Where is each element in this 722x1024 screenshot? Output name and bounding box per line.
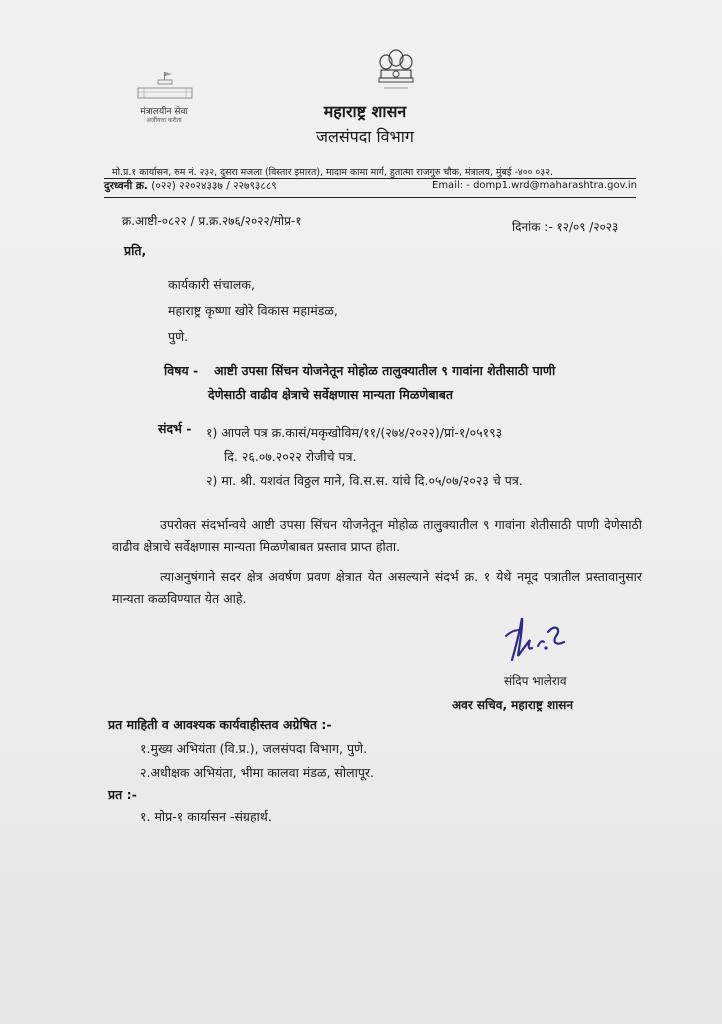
reference-number: क्र.आष्टी-०८२२ / प्र.क्र.२७६/२०२२/मोप्र-१ (122, 214, 302, 228)
subject-line: देणेसाठी वाढीव क्षेत्राचे सर्वेक्षणास मान्यता मिळणेबाबत (208, 387, 454, 402)
phone-value: (०२२) २२०२४३३७ / २२७९३८८९ (151, 180, 277, 192)
paragraph-text: उपरोक्त संदर्भान्वये आष्टी उपसा सिंचन योजनेतून मोहोळ तालुक्यातील ९ गावांना शेतीसाठी पाणी देणेसाठी वाढीव क्षेत्राचे सर्वेक्षणास मान्यता मिळणेबाबत प्रस्ताव प्राप्त होता. (112, 517, 642, 554)
email-line: Email: - domp1.wrd@maharashtra.gov.in (432, 180, 637, 191)
subject-line: आष्टी उपसा सिंचन योजनेतून मोहोळ तालुक्यातील ९ गावांना शेतीसाठी पाणी (214, 363, 556, 378)
reference-label: संदर्भ - (158, 421, 192, 436)
header-divider-bottom (104, 197, 636, 198)
body-paragraph (112, 566, 642, 610)
reference-line: दि. २६.०७.२०२२ रोजीचे पत्र. (224, 449, 357, 464)
letter-date: दिनांक :- १२/०९ /२०२३ (512, 220, 619, 234)
mantralaya-seva-logo (124, 70, 204, 130)
reference-line: २) मा. श्री. यशवंत विठ्ठल माने, वि.स.स. यांचे दि.०५/०७/२०२३ चे पत्र. (206, 473, 523, 488)
national-emblem-icon (374, 48, 418, 94)
signatory-name: संदिप भालेराव (504, 674, 567, 688)
office-address: मो.प्र.१ कार्यासन, रुम नं. २३२, दुसरा मजला (विस्तार इमारत), मादाम कामा मार्ग, हुतात्मा राजगुरु चौक, मंत्रालय, मुंबई -४०० ०३२. (112, 167, 554, 178)
signature-icon (498, 612, 572, 668)
logo-subtitle: अर्जीयत्ता करीता (146, 117, 182, 124)
paragraph-text: त्याअनुषंगाने सदर क्षेत्र अवर्षण प्रवण क्षेत्रात येत असल्याने संदर्भ क्र. १ येथे नमूद पत्रातील प्रस्तावानुसार मान्यता कळविण्यात येत आहे. (112, 569, 642, 606)
government-title: महाराष्ट्र शासन (323, 102, 407, 121)
signatory-designation: अवर सचिव, महाराष्ट्र शासन (452, 698, 574, 712)
reference-line: १) आपले पत्र क्र.कासं/मकृखोविम/११/(२७४/२०२२)/प्रां-१/०५१९३ (206, 425, 503, 440)
body-paragraph (112, 514, 642, 558)
copy-label: प्रत :- (108, 787, 137, 802)
recipient-line: कार्यकारी संचालक, (168, 277, 255, 292)
building-icon (124, 70, 204, 104)
phone-line (104, 179, 277, 193)
recipient-line: महाराष्ट्र कृष्णा खोरे विकास महामंडळ, (168, 303, 338, 318)
phone-label: दुरध्वनी क्र. (104, 180, 148, 192)
copy-item: १.मुख्य अभियंता (वि.प्र.), जलसंपदा विभाग, पुणे. (140, 741, 368, 756)
to-label: प्रति, (124, 243, 147, 258)
recipient-line: पुणे. (168, 329, 189, 344)
subject-label: विषय - (164, 363, 199, 378)
department-title: जलसंपदा विभाग (316, 127, 414, 146)
logo-title: मंत्रालयीन सेवा (140, 107, 188, 117)
copy-item: २.अधीक्षक अभियंता, भीमा कालवा मंडळ, सोलापूर. (140, 765, 374, 780)
copy-forward-label: प्रत माहिती व आवश्यक कार्यवाहीस्तव अग्रेषित :- (108, 717, 332, 732)
copy-item: १. मोप्र-१ कार्यासन -संग्रहार्थ. (140, 809, 272, 824)
